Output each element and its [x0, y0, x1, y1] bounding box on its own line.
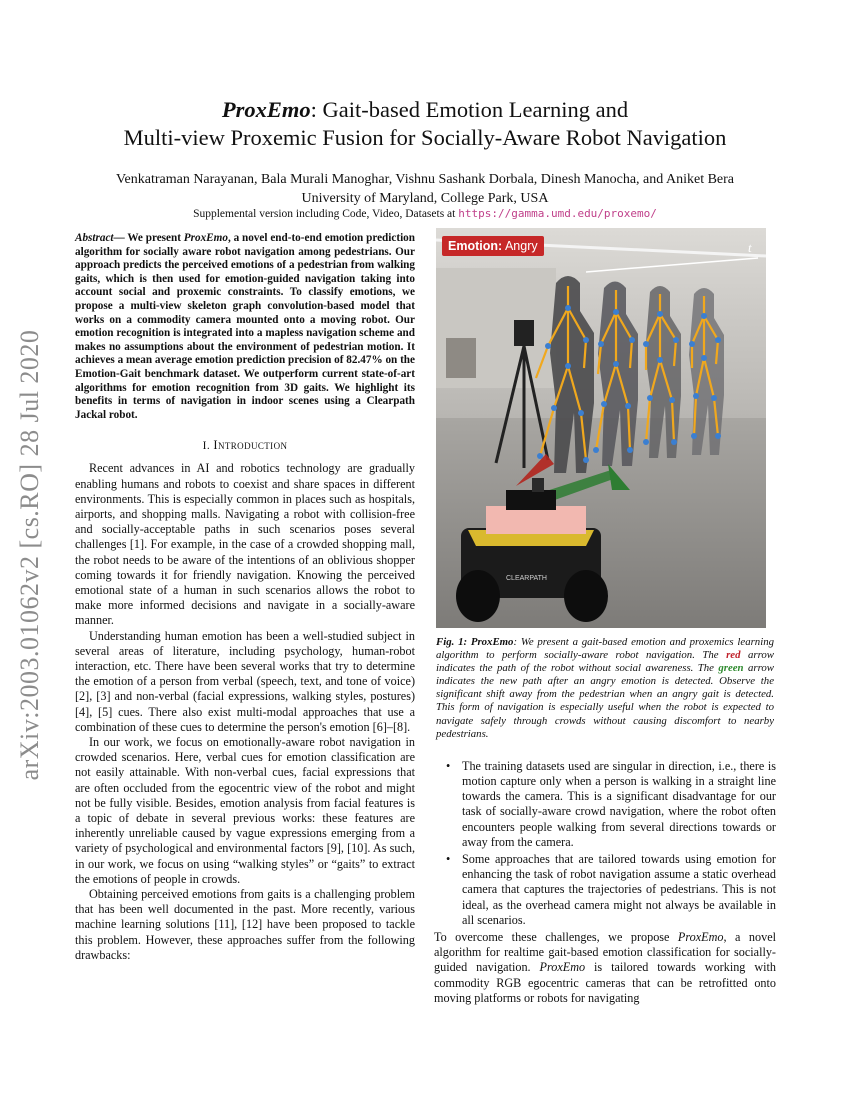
time-label: t [748, 240, 752, 255]
intro-paragraph: In our work, we focus on emotionally-aware robot navigation in crowded scenarios. Here, verbal cues for emotion classification are not easily attainable. With non-verbal cues, facial expressions that are often occluded from the egocentric view of the robot and might not be fully visible. Besides, emotion analysis from facial features is a topic of debate in several previous works: these features are inherently unreliable caused by vague expressions emerging from a variety of psychological and environmental factors [9], [10]. As such, in our work, we focus on using “walking styles” or “gaits” to extract the emotions of people in crowds. [75, 734, 415, 886]
right-column [434, 228, 776, 1006]
section-heading-introduction [75, 438, 415, 453]
affiliation: University of Maryland, College Park, USA [301, 191, 549, 206]
abstract-text: , a novel end-to-end emotion prediction algorithm for socially aware robot navigation among pedestrians. Our approach predicts the perceived emotions of a pedestrian from walking gaits, which is then used for emotion-guided navigation taking into account social and proxemic constraints. To classify emotions, we propose a multi-view skeleton graph convolution-based model that works on a commodity camera mounted onto a moving robot. Our emotion recognition is integrated into a mapless navigation scheme and makes no assumptions about the environment of pedestrian motion. It achieves a mean average emotion prediction precision of 82.47% on the Emotion-Gait benchmark dataset. We outperform current state-of-art algorithms for emotion recognition from 3D gaits. We highlight its benefits in terms of navigation in indoor scenes using a Clearpath Jackal robot. [75, 232, 415, 421]
list-item-text: Some approaches that are tailored towards using emotion for enhancing the task of robot navigation assume a static overhead camera that captures the trajectories of pedestrians. This is not ideal, as the overhead camera might not always be available in all scenarios. [462, 851, 776, 927]
list-item-text: The training datasets used are singular in direction, i.e., there is motion capture only when a person is walking in a straight line towards the camera. This is a significant disadvantage for our task of socially-aware crowd navigation, where the robot often encounters people walking from several directions towards or away from the camera. [462, 758, 776, 849]
abstract-label: Abstract [75, 232, 114, 244]
caption-part1: : We present a gait-based emotion and proxemics learning algorithm to perform socially-aware robot navigation. The [436, 636, 774, 662]
left-column [75, 232, 415, 963]
closing-part1: To overcome these challenges, we propose [434, 929, 678, 944]
supplemental-link[interactable]: https://gamma.umd.edu/proxemo/ [458, 207, 657, 220]
bullet-icon: • [446, 851, 451, 866]
closing-name2: ProxEmo [539, 960, 586, 975]
supplemental-note [60, 207, 790, 220]
intro-paragraph: Obtaining perceived emotions from gaits is a challenging problem that has been well documented in the past. More recently, various machine learning solutions [11], [12] have been proposed to tackle this problem. However, these approaches suffer from the following drawbacks: [75, 887, 415, 962]
abstract-dash: — We present [113, 232, 184, 244]
emotion-badge-value: Angry [504, 239, 538, 253]
authors: Venkatraman Narayanan, Bala Murali Manoghar, Vishnu Sashank Dorbala, Dinesh Manocha, and Aniket Bera [115, 172, 735, 187]
emotion-badge-label: Emotion: [448, 239, 503, 253]
arxiv-stamp [10, 300, 50, 810]
figure-caption [436, 636, 774, 741]
caption-red-word: red [726, 649, 741, 662]
list-item [446, 758, 776, 850]
robot-brand-label: CLEARPATH [506, 575, 547, 582]
intro-paragraph: Recent advances in AI and robotics technology are gradually enabling humans and robots to coexist and share spaces in different environments. This is especially common in places such as hospitals, airports, and shopping malls. Navigating a robot with collision-free and socially-acceptable paths in such scenarios poses several challenges [1]. For example, in the case of a crowded shopping mall, the robot needs to be aware of the intentions of an oblivious shopper coming towards it for friendly navigation. Knowing the perceived emotional state of a human in such scenarios allows the robot to make more informed decisions and navigate in a socially-aware manner. [75, 461, 415, 628]
intro-paragraph: Understanding human emotion has been a well-studied subject in several areas of literature, including psychology, human-robot interaction, etc. There have been several works that try to determine the emotion of a person from verbal (speech, text, and tone of voice) [2], [3] and non-verbal (facial expressions, walking styles, postures) [4], [5] cues. There also exist multi-modal approaches that use a combination of these cues to determine the person's emotion [6]–[8]. [75, 628, 415, 734]
closing-part3: is tailored towards working with commodity RGB egocentric cameras that can be retrofitted onto moving platforms or robots for navigating [434, 960, 776, 1005]
caption-green-word: green [718, 662, 744, 675]
abstract [75, 232, 415, 422]
background-person [446, 338, 476, 378]
title-line-2: Multi-view Proxemic Fusion for Socially-Aware Robot Navigation [123, 125, 727, 150]
closing-part2: , a novel algorithm for realtime gait-based emotion classification for socially-guided navigation. [434, 929, 776, 975]
abstract-name: ProxEmo [183, 232, 228, 244]
title-name: ProxEmo [221, 97, 311, 122]
emotion-badge [442, 236, 544, 256]
paper-title [80, 96, 770, 152]
figure-photo [436, 228, 766, 628]
figure-1 [436, 228, 766, 628]
list-item [446, 851, 776, 928]
supplemental-text: Supplemental version including Code, Video, Datasets at [193, 208, 456, 220]
caption-label: Fig. 1: ProxEmo [436, 636, 514, 648]
closing-paragraph [434, 930, 776, 1006]
bullet-icon: • [446, 758, 451, 773]
caption-part3: arrow indicates the new path after an angry emotion is detected. Observe the significant shift away from the pedestrian when an angry gait is detected. This form of navigation is especially useful when the robot is expected to navigate safely through crowds without causing discomfort to nearby pedestrians. [436, 662, 774, 740]
caption-part2: arrow indicates the path of the robot without social awareness. The [436, 649, 774, 675]
closing-name1: ProxEmo [677, 929, 724, 944]
section-title: Introduction [213, 438, 288, 453]
title-line-1 [80, 96, 770, 124]
drawback-list [434, 759, 776, 928]
author-block [60, 170, 790, 208]
section-number: I. [202, 440, 211, 453]
title-line1-rest: : Gait-based Emotion Learning and [310, 97, 629, 122]
arxiv-stamp-text: arXiv:2003.01062v2 [cs.RO] 28 Jul 2020 [15, 329, 44, 781]
